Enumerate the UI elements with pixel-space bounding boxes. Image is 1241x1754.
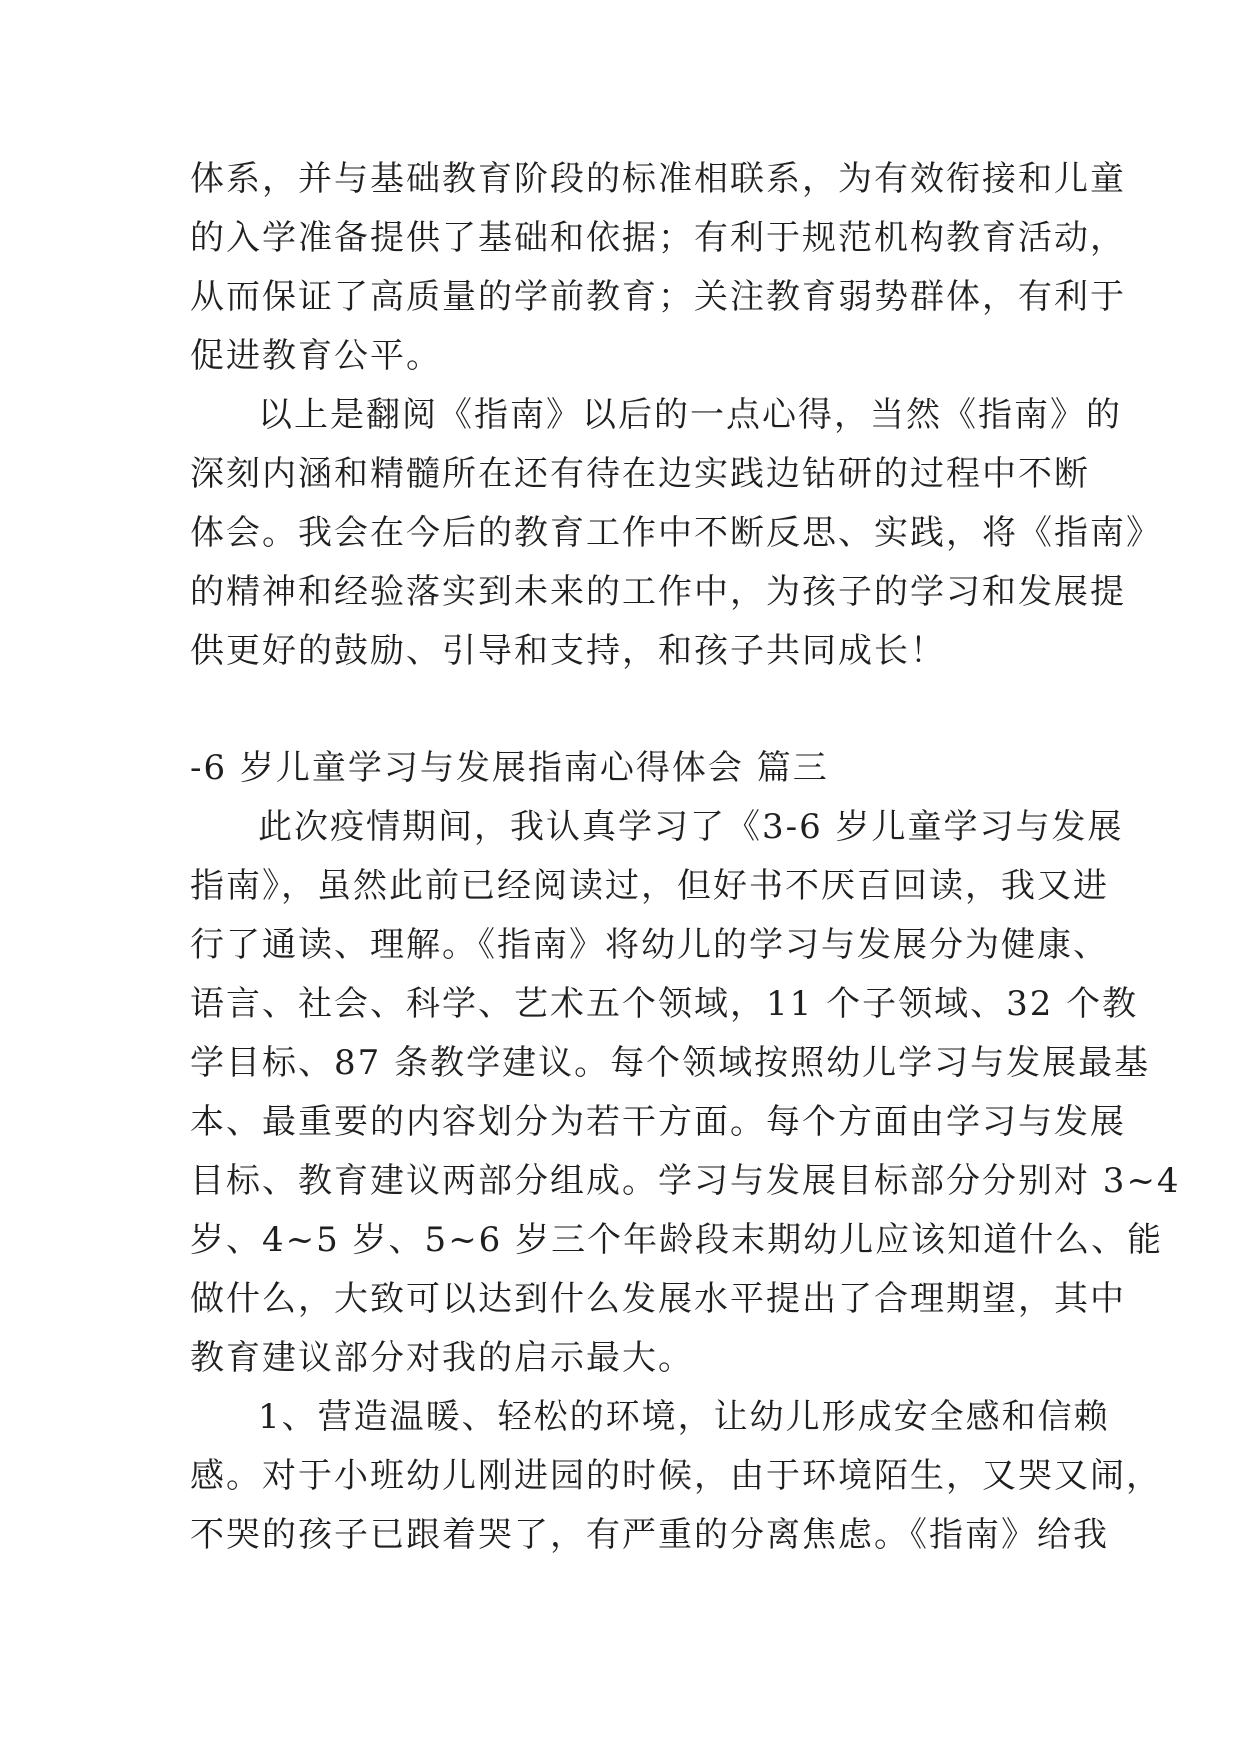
paragraph-point-1 xyxy=(190,1388,1162,1565)
section-heading: -6 岁儿童学习与发展指南心得体会 篇三 xyxy=(190,748,829,788)
text-line: 体会。我会在今后的教育工作中不断反思、实践，将《指南》 xyxy=(190,513,1162,553)
text-line: 深刻内涵和精髓所在还有待在边实践边钻研的过程中不断 xyxy=(190,454,1090,494)
text-line: 从而保证了高质量的学前教育；关注教育弱势群体，有利于 xyxy=(190,277,1126,317)
text-line: 目标、教育建议两部分组成。学习与发展目标部分分别对 3~4 xyxy=(190,1161,1181,1201)
text-line: 的入学准备提供了基础和依据；有利于规范机构教育活动， xyxy=(190,218,1126,258)
document-body xyxy=(190,150,1181,1565)
text-line: 本、最重要的内容划分为若干方面。每个方面由学习与发展 xyxy=(190,1102,1126,1142)
text-line: 1、营造温暖、轻松的环境，让幼儿形成安全感和信赖 xyxy=(258,1397,1110,1437)
text-line: 指南》，虽然此前已经阅读过，但好书不厌百回读，我又进 xyxy=(190,866,1109,906)
text-line: 此次疫情期间，我认真学习了《3-6 岁儿童学习与发展 xyxy=(258,807,1124,847)
text-line: 的精神和经验落实到未来的工作中，为孩子的学习和发展提 xyxy=(190,572,1126,612)
text-line: 行了通读、理解。《指南》将幼儿的学习与发展分为健康、 xyxy=(190,925,1109,965)
text-line: 感。对于小班幼儿刚进园的时候，由于环境陌生，又哭又闹， xyxy=(190,1456,1162,1496)
text-line: 做什么，大致可以达到什么发展水平提出了合理期望，其中 xyxy=(190,1279,1126,1319)
paragraph-continuation xyxy=(190,150,1126,386)
text-line: 促进教育公平。 xyxy=(190,336,442,376)
text-line: 不哭的孩子已跟着哭了，有严重的分离焦虑。《指南》给我 xyxy=(190,1515,1109,1555)
text-line: 语言、社会、科学、艺术五个领域，11 个子领域、32 个教 xyxy=(190,984,1139,1024)
text-line: 以上是翻阅《指南》以后的一点心得，当然《指南》的 xyxy=(258,395,1122,435)
text-line: 体系，并与基础教育阶段的标准相联系，为有效衔接和儿童 xyxy=(190,159,1126,199)
text-line: 岁、4~5 岁、5~6 岁三个年龄段末期幼儿应该知道什么、能 xyxy=(190,1220,1164,1260)
text-line: 供更好的鼓励、引导和支持，和孩子共同成长！ xyxy=(190,631,946,671)
text-line: 学目标、87 条教学建议。每个领域按照幼儿学习与发展最基 xyxy=(190,1043,1151,1083)
paragraph-intro xyxy=(190,798,1181,1388)
paragraph-conclusion xyxy=(190,386,1162,681)
text-line: 教育建议部分对我的启示最大。 xyxy=(190,1338,694,1378)
